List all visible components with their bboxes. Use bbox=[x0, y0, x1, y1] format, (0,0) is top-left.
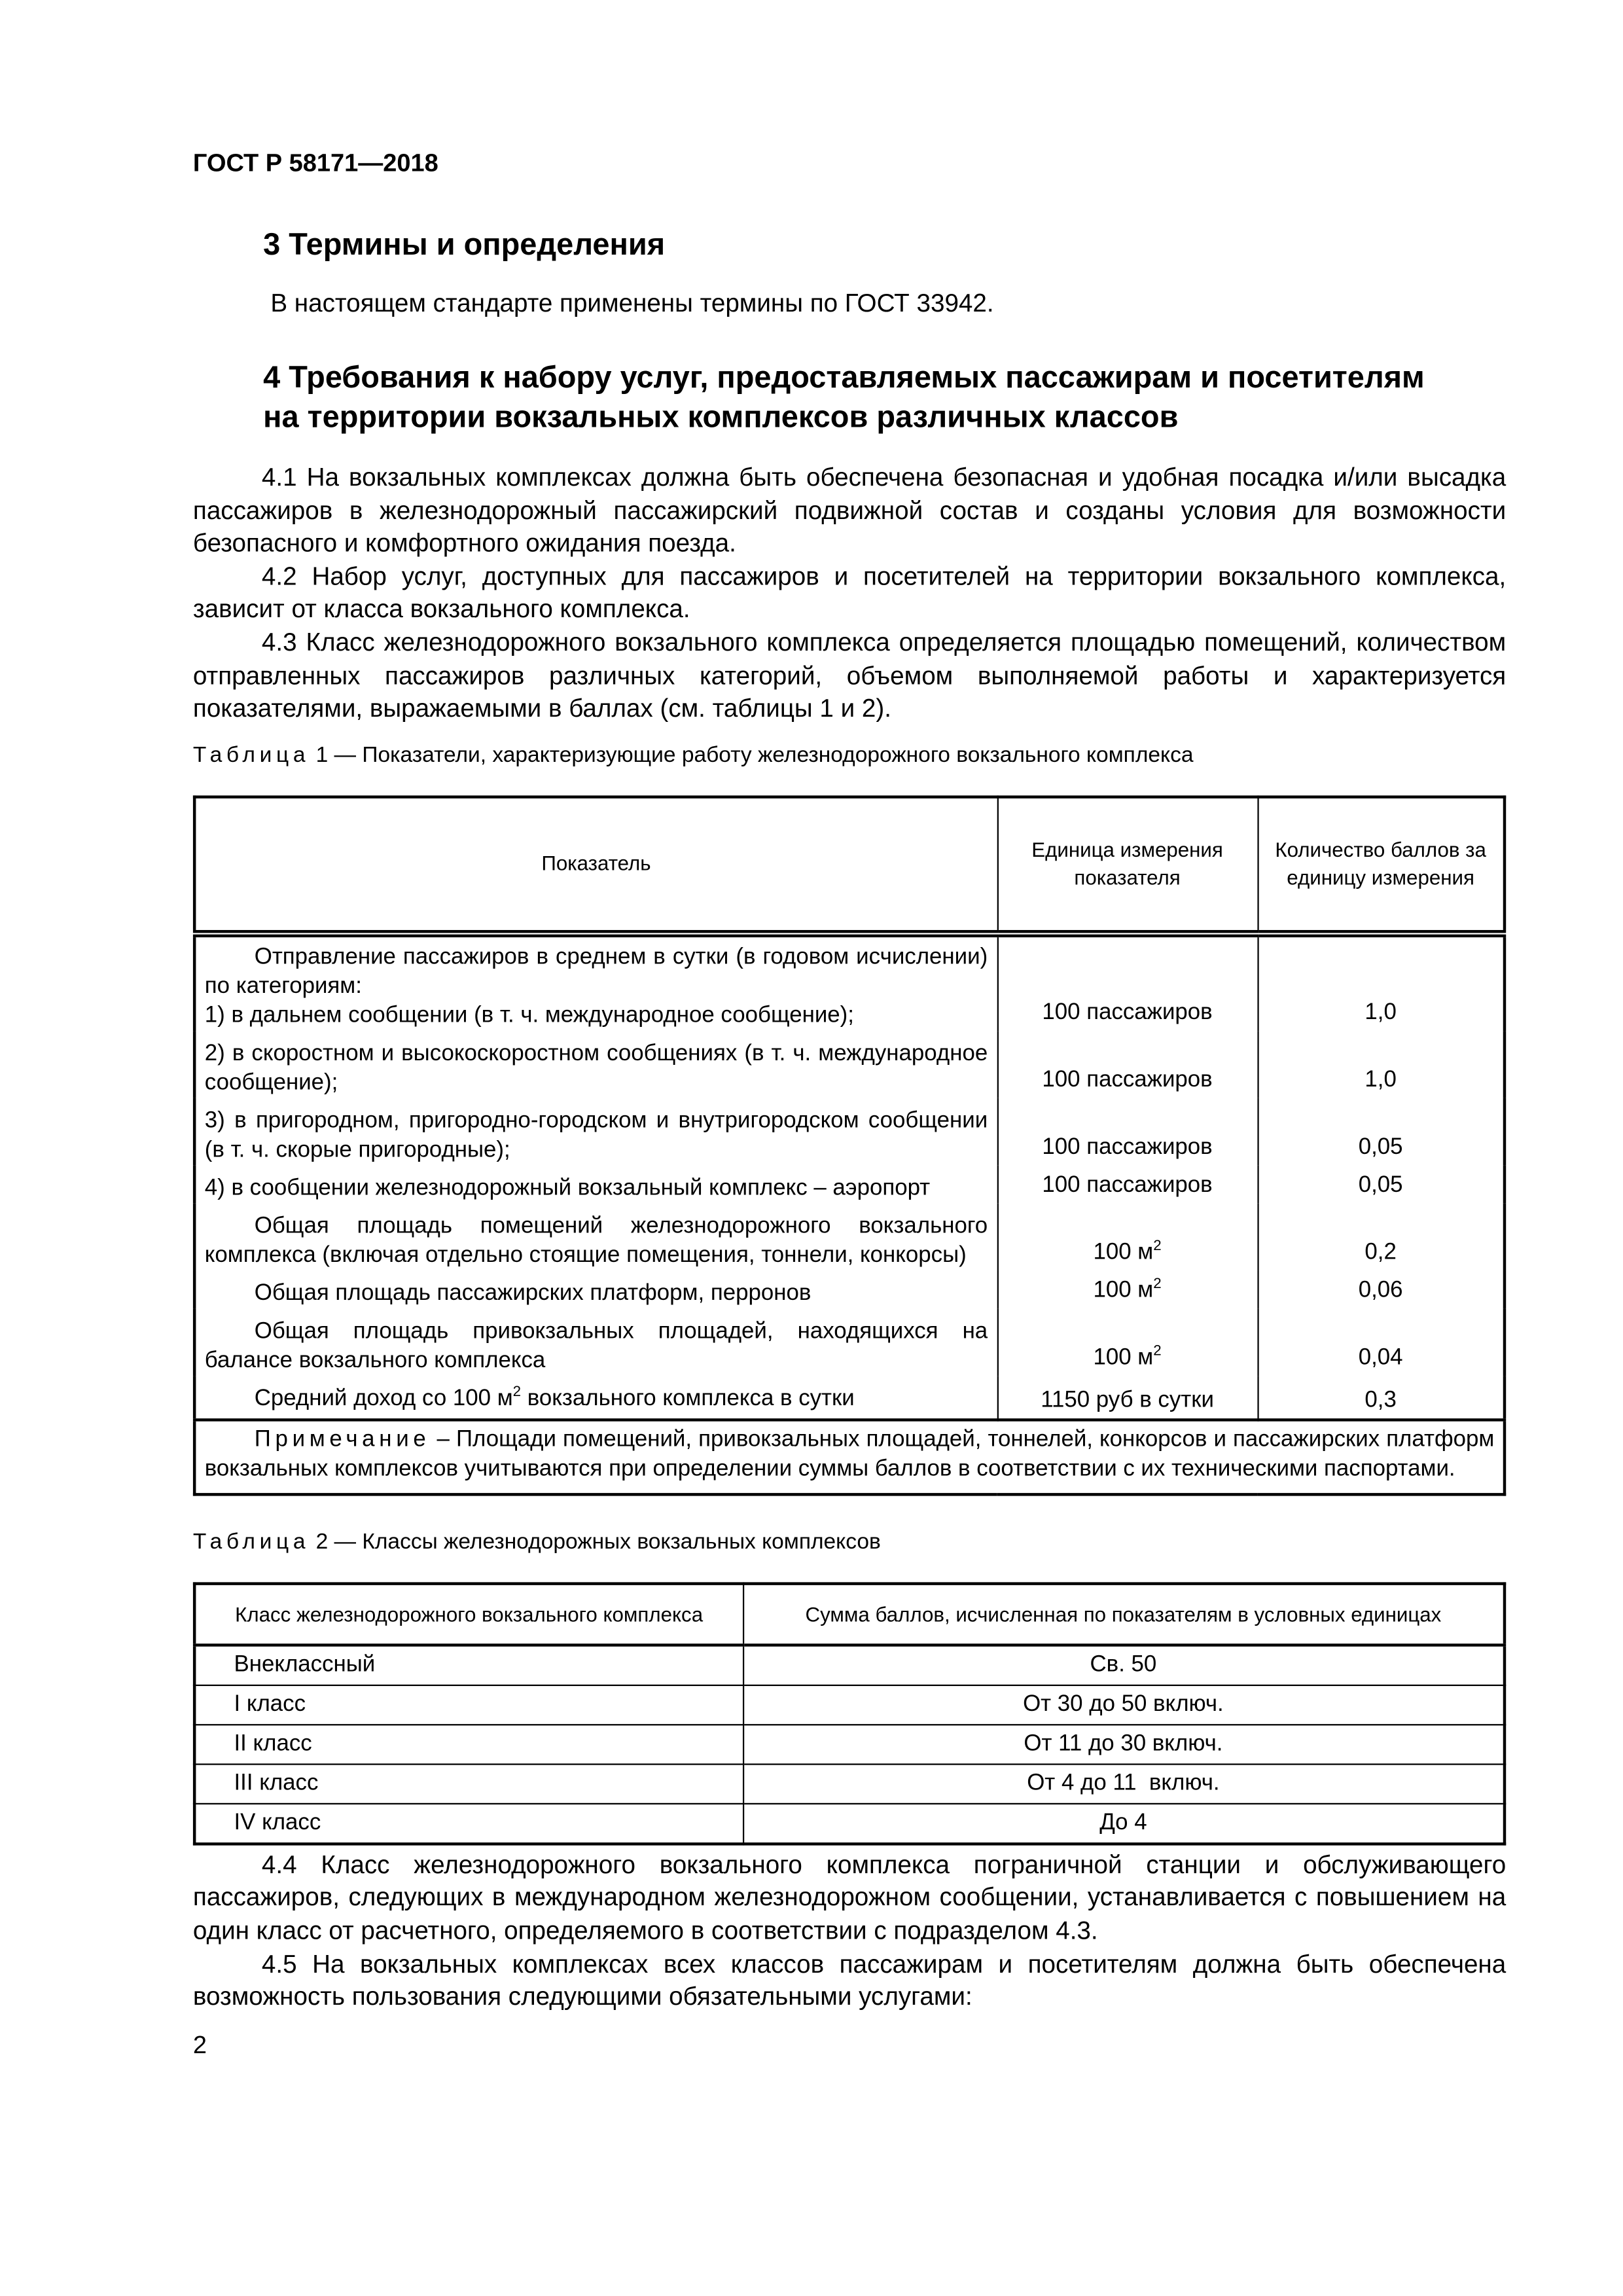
superscript: 2 bbox=[512, 1384, 522, 1401]
table-note-row bbox=[194, 1420, 1505, 1494]
column-header: Класс железнодорожного вокзального комплекса bbox=[194, 1583, 743, 1645]
cell-points: 0,06 bbox=[1257, 1270, 1505, 1308]
table-row bbox=[194, 1645, 1505, 1685]
cell-text: 3) в пригородном, пригородно-городском и внутригородском сообщении (в т. ч. скорые пригородные); bbox=[194, 1098, 997, 1165]
table-row bbox=[194, 1098, 1505, 1165]
table-1-caption bbox=[193, 742, 1506, 768]
table-row bbox=[194, 1764, 1505, 1803]
cell-unit: 100 м bbox=[1093, 1278, 1154, 1303]
column-header: Показатель bbox=[194, 797, 997, 933]
paragraph-4-1: 4.1 На вокзальных комплексах должна быть обеспечена безопасная и удобная посадка и/или высадка пассажиров в железнодорожный пассажирский подвижной состав и созданы условия для возможности безопасного и комфортного ожидания поезда. bbox=[192, 462, 1507, 558]
table-header-row bbox=[194, 1583, 1505, 1645]
cell-points: 1,0 bbox=[1257, 933, 1505, 1031]
table-row bbox=[194, 1685, 1505, 1724]
paragraphs-4-4-4-5 bbox=[193, 1848, 1506, 2013]
section-4-title bbox=[193, 358, 1506, 437]
cell-class: II класс bbox=[194, 1725, 743, 1764]
table-2-caption bbox=[193, 1529, 1506, 1555]
paragraph-4-4: 4.4 Класс железнодорожного вокзального комплекса пограничной станции и обслуживающего пассажиров, следующих в международном железнодорожном сообщении, устанавливается с повышением на один класс от расчетного, определяемого в соответствии с подразделом 4.3. bbox=[192, 1849, 1507, 1945]
cell-points: 0,2 bbox=[1257, 1203, 1505, 1270]
page-content bbox=[193, 149, 1506, 2060]
cell-text: Общая площадь помещений железнодорожного вокзального комплекса (включая отдельно стоящие помещения, тоннели, конкорсы) bbox=[204, 1213, 988, 1268]
paragraphs-4-1-4-3 bbox=[193, 461, 1506, 725]
table-row bbox=[194, 1725, 1505, 1764]
cell-text: Общая площадь пассажирских платформ, перронов bbox=[254, 1280, 812, 1306]
caption-text: 2 — Классы железнодорожных вокзальных комплексов bbox=[310, 1529, 881, 1554]
document-header: ГОСТ Р 58171—2018 bbox=[192, 149, 438, 177]
cell-sum: От 4 до 11 включ. bbox=[743, 1764, 1505, 1803]
cell-unit: 100 пассажиров bbox=[997, 1165, 1258, 1203]
cell-points: 1,0 bbox=[1257, 1031, 1505, 1098]
cell-points: 0,04 bbox=[1257, 1308, 1505, 1376]
table-1 bbox=[193, 795, 1506, 1496]
page-number: 2 bbox=[192, 2030, 207, 2059]
column-header: Сумма баллов, исчисленная по показателям в условных единицах bbox=[743, 1583, 1505, 1645]
table-row bbox=[194, 933, 1505, 1031]
column-header: Количество баллов за единицу измерения bbox=[1257, 797, 1505, 933]
table-row bbox=[194, 1376, 1505, 1420]
cell-sum: От 30 до 50 включ. bbox=[743, 1685, 1505, 1724]
superscript: 2 bbox=[1153, 1276, 1162, 1293]
cell-text: вокзального комплекса в сутки bbox=[521, 1386, 855, 1411]
section-3-text: В настоящем стандарте применены термины по ГОСТ 33942. bbox=[270, 288, 994, 317]
column-header: Единица измерения показателя bbox=[997, 797, 1258, 933]
cell-text: Отправление пассажиров в среднем в сутки (в годовом исчислении) по категориям: bbox=[204, 944, 988, 999]
cell-unit: 100 пассажиров bbox=[997, 933, 1258, 1031]
caption-word: Таблица bbox=[192, 1529, 310, 1554]
paragraph-4-2: 4.2 Набор услуг, доступных для пассажиров и посетителей на территории вокзального комплекса, зависит от класса вокзального комплекса. bbox=[192, 561, 1507, 624]
cell-unit: 100 м bbox=[1093, 1240, 1154, 1265]
title-line: на территории вокзальных комплексов различных классов bbox=[263, 401, 1179, 435]
table-row bbox=[194, 1203, 1505, 1270]
cell-class: I класс bbox=[194, 1685, 743, 1724]
cell-class: Внеклассный bbox=[194, 1645, 743, 1685]
section-3-title: 3 Термины и определения bbox=[263, 228, 666, 262]
cell-text: Общая площадь привокзальных площадей, находящихся на балансе вокзального комплекса bbox=[204, 1318, 988, 1373]
superscript: 2 bbox=[1153, 1238, 1162, 1254]
superscript: 2 bbox=[1153, 1343, 1162, 1359]
cell-sum: От 11 до 30 включ. bbox=[743, 1725, 1505, 1764]
paragraph-4-5: 4.5 На вокзальных комплексах всех классов пассажирам и посетителям должна быть обеспечена возможность пользования следующими обязательными услугами: bbox=[192, 1948, 1507, 2011]
paragraph-4-3: 4.3 Класс железнодорожного вокзального комплекса определяется площадью помещений, количеством отправленных пассажиров различных категорий, объемом выполняемой работы и характеризуется показателями, выражаемыми в баллах (см. таблицы 1 и 2). bbox=[192, 627, 1507, 723]
table-row bbox=[194, 1308, 1505, 1376]
caption-text: 1 — Показатели, характеризующие работу железнодорожного вокзального комплекса bbox=[310, 742, 1194, 768]
cell-unit: 100 м bbox=[1093, 1344, 1154, 1370]
note-text: – Площади помещений, привокзальных площадей, тоннелей, конкорсов и пассажирских платформ вокзальных комплексов учитываются при определении суммы баллов в соответствии с их техническими паспортами. bbox=[204, 1427, 1495, 1481]
table-header-row bbox=[194, 797, 1505, 933]
cell-unit: 100 пассажиров bbox=[997, 1031, 1258, 1098]
cell-sum: До 4 bbox=[743, 1803, 1505, 1843]
cell-text: 1) в дальнем сообщении (в т. ч. международное сообщение); bbox=[204, 1003, 854, 1028]
cell-class: IV класс bbox=[194, 1803, 743, 1843]
cell-text: Средний доход со 100 м bbox=[254, 1386, 513, 1411]
cell-points: 0,05 bbox=[1257, 1098, 1505, 1165]
cell-class: III класс bbox=[194, 1764, 743, 1803]
table-row bbox=[194, 1031, 1505, 1098]
table-row bbox=[194, 1270, 1505, 1308]
table-row bbox=[194, 1803, 1505, 1843]
cell-unit: 1150 руб в сутки bbox=[997, 1376, 1258, 1420]
cell-points: 0,3 bbox=[1257, 1376, 1505, 1420]
cell-text: 2) в скоростном и высокоскоростном сообщениях (в т. ч. международное сообщение); bbox=[194, 1031, 997, 1098]
cell-unit: 100 пассажиров bbox=[997, 1098, 1258, 1165]
cell-text: 4) в сообщении железнодорожный вокзальный комплекс – аэропорт bbox=[194, 1165, 997, 1203]
cell-points: 0,05 bbox=[1257, 1165, 1505, 1203]
title-line: 4 Требования к набору услуг, предоставляемых пассажирам и посетителям bbox=[263, 361, 1425, 395]
caption-word: Таблица bbox=[192, 742, 310, 768]
note-label: Примечание bbox=[254, 1427, 431, 1452]
table-2 bbox=[193, 1582, 1506, 1845]
cell-sum: Св. 50 bbox=[743, 1645, 1505, 1685]
table-row bbox=[194, 1165, 1505, 1203]
